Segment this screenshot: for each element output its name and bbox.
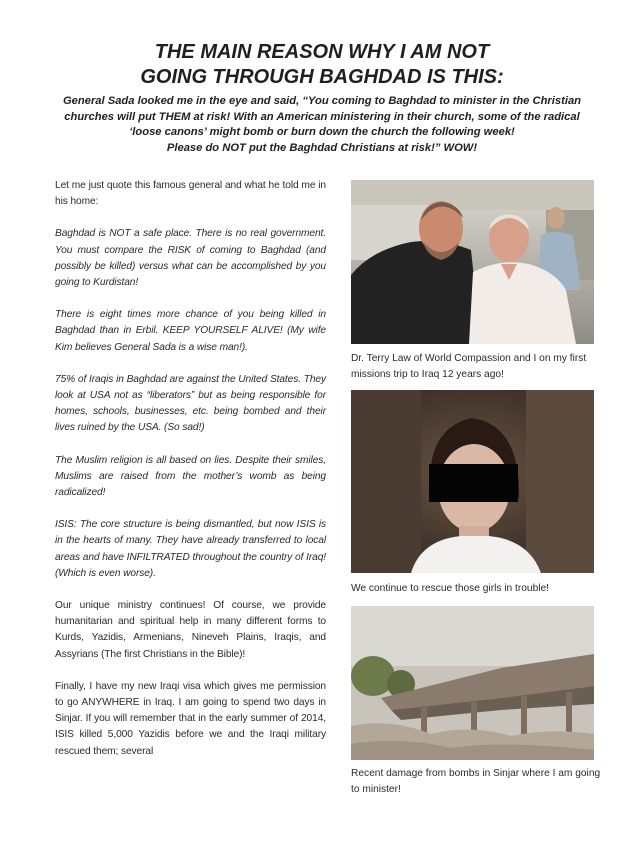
paragraph-3: There is eight times more chance of you being killed in Baghdad than in Erbil. KEEP YOURSELF ALIVE! (My wife Kim believes General Sada is a wise man!). <box>55 309 326 353</box>
title-line-1: THE MAIN REASON WHY I AM NOT <box>154 41 490 63</box>
paragraph-4: 75% of Iraqis in Baghdad are against the United States. They look at USA not as “liberators” but as being responsible for homes, schools, businesses, etc. being bombed and their lives ruined by the USA. (So sad!) <box>55 373 326 434</box>
body-column <box>55 178 326 776</box>
title-line-2: GOING THROUGH BAGHDAD IS THIS: <box>140 66 504 88</box>
photo-two-men <box>351 180 594 344</box>
intro-line-2: churches will put THEM at risk! With an American ministering in their church, some of the radical <box>64 110 580 123</box>
intro-line-1: General Sada looked me in the eye and said, “You coming to Baghdad to minister in the Christian <box>62 95 582 107</box>
caption-photo-1: Dr. Terry Law of World Compassion and I on my first missions trip to Iraq 12 years ago! <box>351 353 587 380</box>
paragraph-1: Let me just quote this famous general and what he told me in his home: <box>55 180 326 208</box>
photo-sinjar-damage <box>351 606 594 760</box>
paragraph-8: Finally, I have my new Iraqi visa which gives me permission to go ANYWHERE in Iraq. I am going to spend two days in Sinjar. If you will remember that in the early summer of 2014, ISIS killed 5,000 Yazidis before we and the Iraqi military rescued them; several <box>55 680 326 757</box>
caption-photo-2: We continue to rescue those girls in trouble! <box>351 583 550 594</box>
intro-line-3: ‘loose canons’ might bomb or burn down the church the following week! <box>129 126 515 139</box>
photo-girl <box>351 390 594 573</box>
paragraph-6: ISIS: The core structure is being dismantled, but now ISIS is in the hearts of many. They have already transferred to local areas and have INFILTRATED throughout the country of Iraq! (Which is even worse). <box>55 519 326 579</box>
caption-photo-3: Recent damage from bombs in Sinjar where I am going to minister! <box>351 768 601 795</box>
page-title <box>0 40 644 90</box>
censor-bar <box>429 464 518 502</box>
intro-quote <box>40 94 604 156</box>
paragraph-2: Baghdad is NOT a safe place. There is no real government. You must compare the RISK of coming to Baghdad (and possibly be killed) versus what can be accomplished by you going to Kurdistan! <box>55 228 326 289</box>
paragraph-5: The Muslim religion is all based on lies. Despite their smiles, Muslims are raised from the mother’s womb as being radicalized! <box>55 454 326 499</box>
intro-line-4: Please do NOT put the Baghdad Christians at risk!” WOW! <box>166 141 478 154</box>
paragraph-7: Our unique ministry continues! Of course, we provide humanitarian and spiritual help in many different forms to Kurds, Yazidis, Armenians, Nineveh Plains, Iraqis, and Assyrians (The first Christians in the Bible)! <box>55 600 326 660</box>
